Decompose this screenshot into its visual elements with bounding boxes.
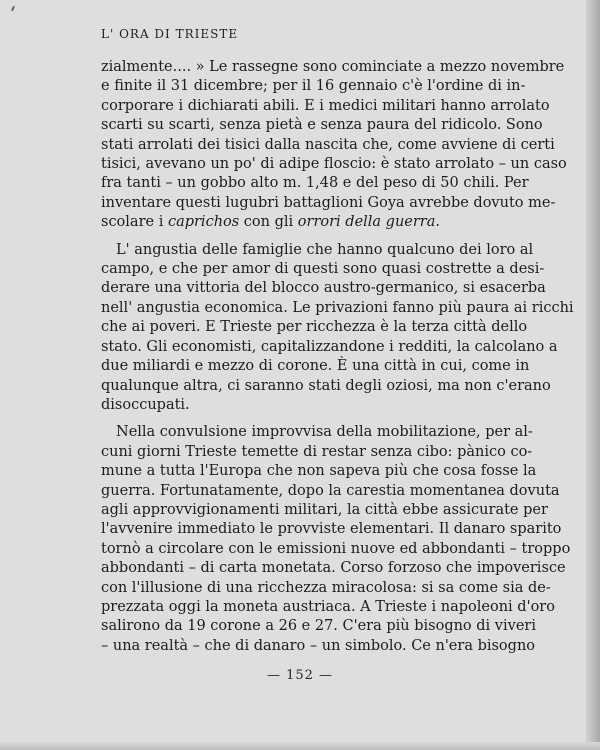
text-line: con l'illusione di una ricchezza miracolosa: si sa come sia de- [101, 579, 551, 596]
text-line: inventare questi lugubri battaglioni Goya avrebbe dovuto me- [101, 194, 556, 211]
text-line: L' angustia delle famiglie che hanno qualcuno dei loro al [116, 241, 534, 258]
text-line: mune a tutta l'Europa che non sapeva più che cosa fosse la [101, 463, 537, 480]
body-text [101, 58, 574, 664]
text-line: campo, e che per amor di questi sono quasi costrette a desi- [101, 261, 545, 278]
text-line: zialmente.... » Le rassegne sono cominciate a mezzo novembre [101, 59, 565, 75]
paragraph-3 [101, 423, 571, 656]
text-line: Nella convulsione improvvisa della mobilitazione, per al- [116, 424, 533, 441]
text-line: fra tanti – un gobbo alto m. 1,48 e del peso di 50 chili. Per [101, 175, 529, 192]
text-run: con gli [239, 214, 298, 231]
text-line: abbondanti – di carta monetata. Corso forzoso che impoverisce [101, 560, 566, 577]
text-line: e finite il 31 dicembre; per il 16 gennaio c'è l'ordine di in- [101, 78, 526, 95]
text-line: agli approvvigionamenti militari, la città ebbe assicurate per [101, 501, 548, 518]
text-line: l'avvenire immediato le provviste elementari. Il danaro sparito [101, 521, 562, 538]
text-line: due miliardi e mezzo di corone. È una città in cui, come in [101, 358, 530, 375]
text-run: . [435, 214, 440, 231]
text-line: stati arrolati dei tisici dalla nascita che, come avviene di certi [101, 136, 555, 153]
page-bottom-edge [0, 742, 600, 750]
italic-title-caprichos: caprichos [167, 214, 240, 231]
text-line: che ai poveri. E Trieste per ricchezza è la terza città dello [101, 319, 528, 336]
text-line: tisici, avevano un po' di adipe floscio: è stato arrolato – un caso [101, 156, 567, 173]
text-line: prezzata oggi la moneta austriaca. A Trieste i napoleoni d'oro [101, 598, 555, 615]
text-line: guerra. Fortunatamente, dopo la carestia momentanea dovuta [101, 482, 560, 499]
text-line: corporare i dichiarati abili. E i medici militari hanno arrolato [101, 97, 550, 114]
italic-title-orrori: orrori della guerra [297, 214, 436, 231]
text-line: derare una vittoria del blocco austro-germanico, si esacerba [101, 280, 546, 297]
ink-mark [11, 6, 15, 11]
text-line [101, 213, 513, 232]
text-line: tornò a circolare con le emissioni nuove ed abbondanti – troppo [101, 540, 571, 557]
text-line: scarti su scarti, senza pietà e senza paura del ridicolo. Sono [101, 117, 543, 134]
text-line: – una realtà – che di danaro – un simbolo. Ce n'era bisogno [101, 637, 536, 654]
text-line: nell' angustia economica. Le privazioni fanno più paura ai ricchi [101, 299, 574, 316]
text-line: salirono da 19 corone a 26 e 27. C'era più bisogno di viveri [101, 618, 536, 635]
paragraph-1 [101, 58, 567, 233]
paragraph-2 [101, 241, 574, 416]
text-line: cuni giorni Trieste temette di restar senza cibo: pànico co- [101, 443, 533, 460]
text-line: disoccupati. [101, 396, 190, 413]
running-title: L' ORA DI TRIESTE [101, 27, 239, 41]
text-line: stato. Gli economisti, capitalizzandone i redditi, la calcolano a [101, 338, 558, 355]
text-run: scolare i [101, 214, 168, 231]
page-number: — 152 — [266, 668, 334, 683]
page-edge-shadow [586, 0, 600, 750]
text-line: qualunque altra, ci saranno stati degli oziosi, ma non c'erano [101, 377, 551, 394]
